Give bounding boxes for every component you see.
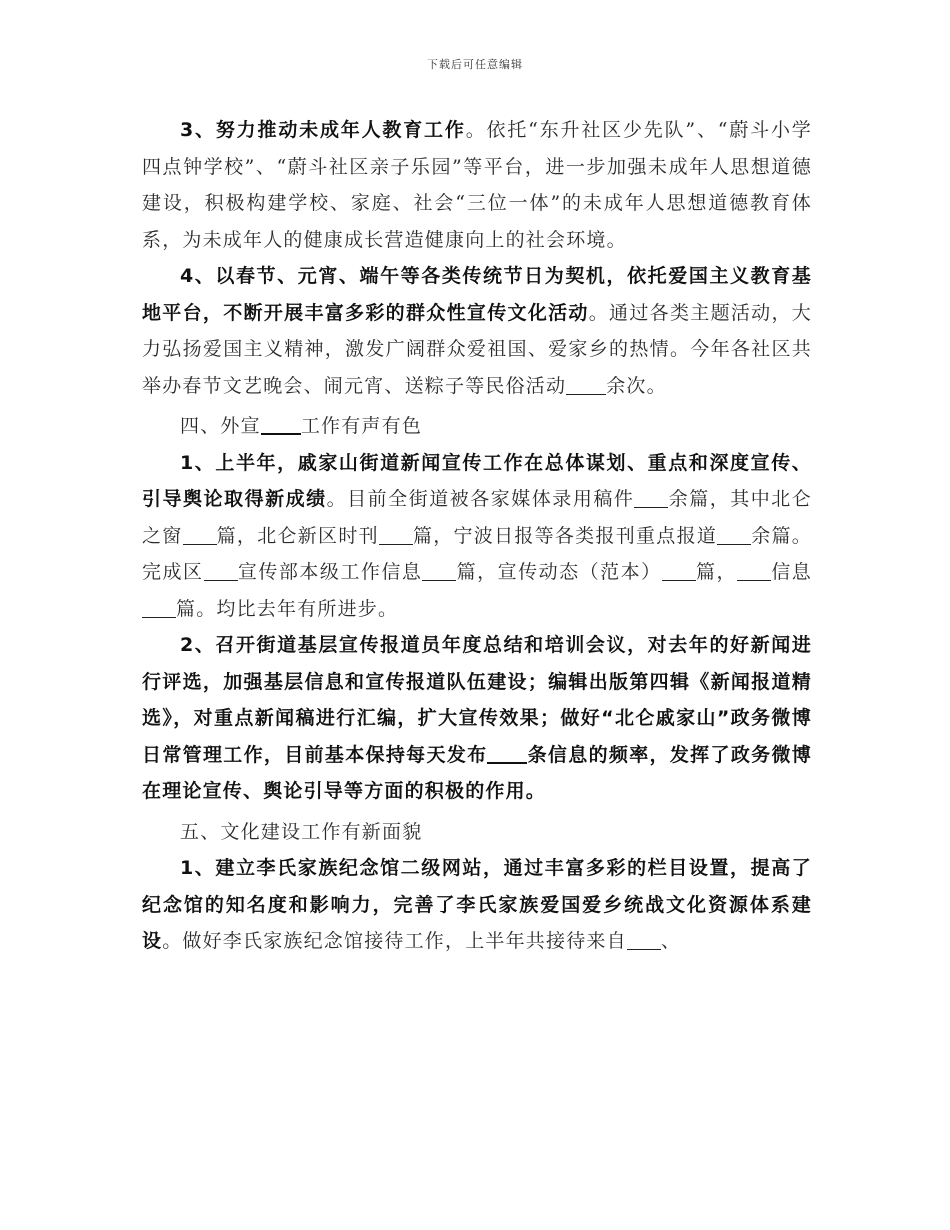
fill-blank xyxy=(627,930,661,950)
paragraph-text: 。做好李氏家族纪念馆接待工作，上半年共接待来自 xyxy=(162,930,627,952)
paragraph-traditional-festivals xyxy=(142,258,812,404)
paragraph-text: 篇， xyxy=(695,561,737,583)
fill-blank xyxy=(261,414,301,435)
page-header: 下载后可任意编辑 xyxy=(427,58,523,71)
paragraph-text: 余篇，其中北仑之窗 xyxy=(142,488,812,547)
fill-blank xyxy=(183,525,217,545)
paragraph-training-weibo xyxy=(142,627,812,810)
paragraph-text: 篇，宣传动态（范本） xyxy=(456,561,662,583)
paragraph-text: 。依托“东升社区少先队”、“蔚斗小学四点钟学校”、“蔚斗社区亲子乐园”等平台，进一步加强未成年人思想道德建设，积极构建学校、家庭、社会“三位一体”的未成年人思想道德教育体系，为未成年人的健康成长营造健康向上的社会环境。 xyxy=(142,119,812,251)
paragraph-text: 篇。均比去年有所进步。 xyxy=(176,597,399,620)
fill-blank xyxy=(566,375,606,395)
document-body xyxy=(142,112,812,960)
fill-blank xyxy=(379,525,413,545)
paragraph-text: 、 xyxy=(660,930,682,952)
fill-blank xyxy=(204,561,238,581)
paragraph-lead-bold: 4、以春节、元宵、端午等各类传统节日为契机，依托爱国主义教育基地平台，不断开展丰富多彩的群众性宣传文化活动 xyxy=(142,265,812,324)
fill-blank xyxy=(422,561,456,581)
fill-blank xyxy=(634,488,668,508)
paragraph-lead-bold: 3、努力推动未成年人教育工作 xyxy=(180,119,466,141)
paragraph-text: 宣传部本级工作信息 xyxy=(237,561,423,583)
paragraph-news-publicity xyxy=(142,445,812,628)
fill-blank xyxy=(662,561,696,581)
section-heading-publicity xyxy=(142,408,812,445)
paragraph-text: 篇，宁波日报等各类报刊重点报道 xyxy=(412,524,718,547)
fill-blank xyxy=(737,561,771,581)
fill-blank xyxy=(717,525,751,545)
paragraph-text: 。通过各类主题活动，大力弘扬爱国主义精神，激发广阔群众爱祖国、爱家乡的热情。今年各社区共举办春节文艺晚会、闹元宵、送粽子等民俗活动 xyxy=(142,301,812,397)
paragraph-text-bold: 2、召开街道基层宣传报道员年度总结和培训会议，对去年的好新闻进行评选，加强基层信息和宣传报道队伍建设；编辑出版第四辑《新闻报道精选》，对重点新闻稿进行汇编，扩大宣传效果；做好“北仑戚家山”政务微博日常管理工作，目前基本保持每天发布 xyxy=(142,634,812,766)
heading-text: 四、外宣 xyxy=(180,415,261,437)
paragraph-text: 余次。 xyxy=(606,374,667,397)
paragraph-text-bold: 条信息的频率，发挥了政务微博在理论宣传、舆论引导等方面的积极的作用。 xyxy=(142,743,812,802)
fill-blank xyxy=(487,743,527,764)
heading-text: 工作有声有色 xyxy=(300,415,423,437)
paragraph-lead-bold: 1、建立李氏家族纪念馆二级网站，通过丰富多彩的栏目设置，提高了纪念馆的知名度和影响力，完善了李氏家族爱国爱乡统战文化资源体系建设 xyxy=(142,857,812,952)
paragraph-lead-bold: 1、上半年，戚家山街道新闻宣传工作在总体谋划、重点和深度宣传、引导舆论取得新成绩 xyxy=(142,451,812,510)
fill-blank xyxy=(142,598,176,618)
paragraph-text: 余篇。完成区 xyxy=(142,524,812,583)
paragraph-minors-education xyxy=(142,112,812,258)
paragraph-text: 。目前全街道被各家媒体录用稿件 xyxy=(326,488,635,510)
heading-text: 五、文化建设工作有新面貌 xyxy=(180,820,423,843)
paragraph-text: 信息 xyxy=(770,561,812,583)
section-heading-culture xyxy=(142,814,812,851)
paragraph-text: 篇，北仑新区时刊 xyxy=(216,524,379,547)
paragraph-memorial-website xyxy=(142,850,812,960)
